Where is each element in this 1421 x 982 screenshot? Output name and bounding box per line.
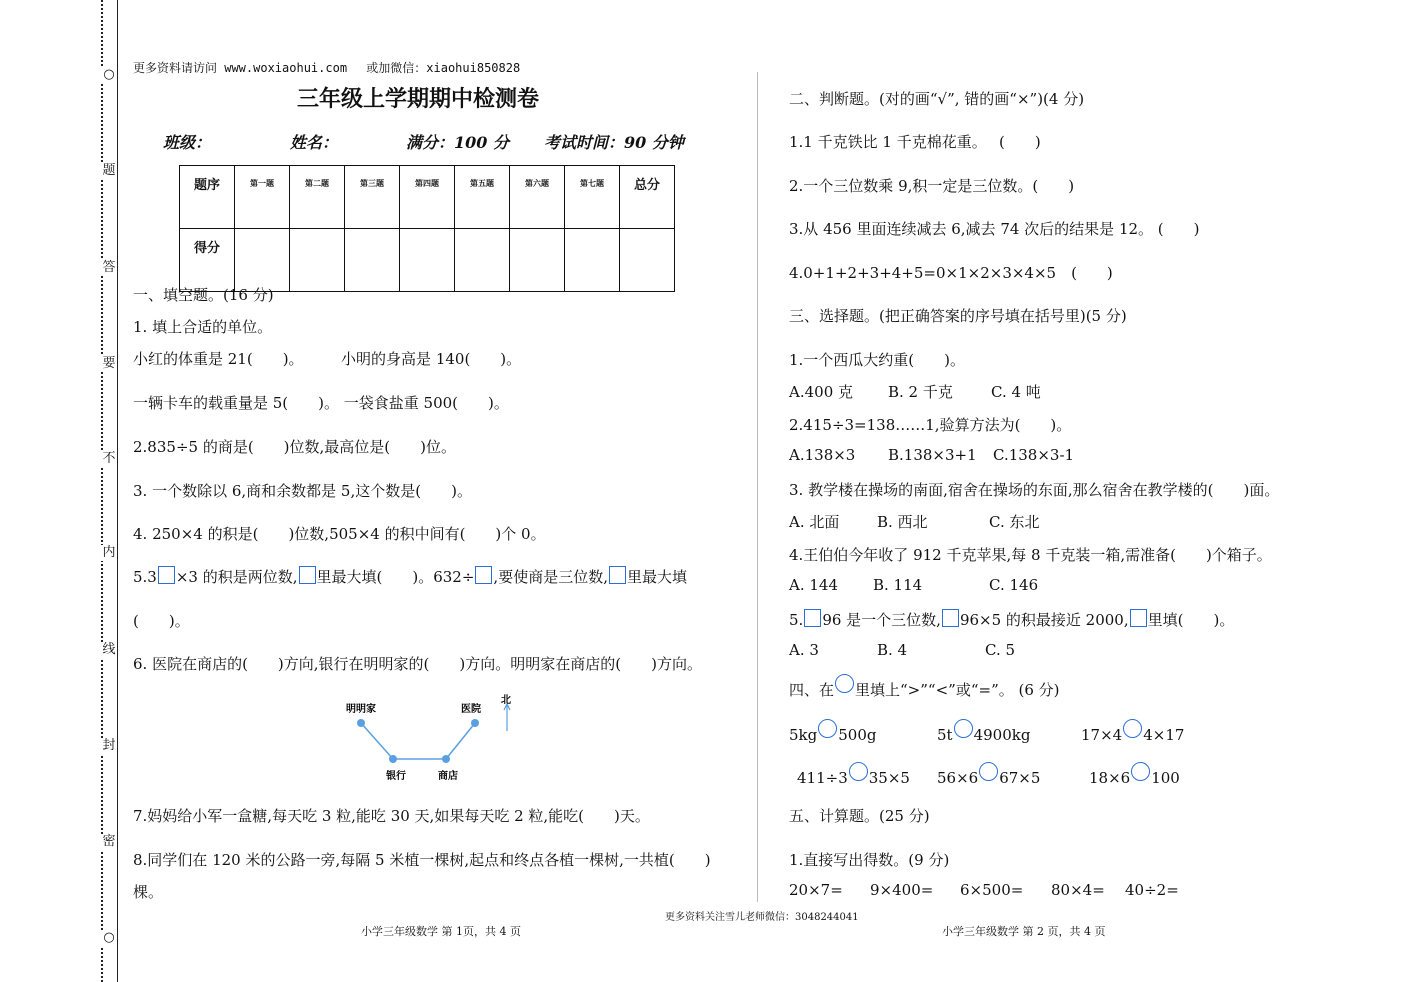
name-label: 姓名： — [290, 133, 339, 152]
score-cell[interactable] — [620, 229, 675, 292]
compare-item — [937, 719, 1030, 744]
choice-1: 1.一个西瓜大约重( )。 — [789, 351, 966, 369]
calc-item: 80×4= — [1051, 881, 1105, 899]
choice-5-option-b: B. 4 — [877, 641, 908, 659]
choice-3-option-a: A. 北面 — [789, 513, 840, 531]
judge-3: 3.从 456 里面连续减去 6,减去 74 次后的结果是 12。 ( ) — [789, 220, 1200, 238]
compare-right: 500g — [838, 726, 877, 744]
map-label-shop: 商店 — [438, 771, 458, 782]
choice-5-part: 96×5 的积最接近 2000, — [959, 611, 1129, 629]
binding-char: 答 — [102, 260, 116, 275]
class-label: 班级： — [163, 133, 212, 152]
choice-3-option-b: B. 西北 — [877, 513, 928, 531]
choice-2-option-c: C.138×3-1 — [993, 446, 1075, 464]
question-8-continued: 棵。 — [133, 883, 164, 901]
choice-1-option-b: B. 2 千克 — [888, 383, 953, 401]
map-node-shop — [442, 755, 450, 763]
map-label-mingming: 明明家 — [346, 704, 376, 715]
table-cell: 第三题 — [345, 166, 400, 229]
page-title: 三年级上学期期中检测卷 — [297, 86, 540, 112]
table-cell: 第一题 — [235, 166, 290, 229]
table-cell: 总分 — [620, 166, 675, 229]
score-cell[interactable] — [400, 229, 455, 292]
map-label-hospital: 医院 — [461, 704, 481, 715]
choice-5-part: 5. — [789, 611, 804, 629]
question-1: 1. 填上合适的单位。 — [133, 318, 273, 336]
judge-1: 1.1 千克铁比 1 千克棉花重。 ( ) — [789, 133, 1041, 151]
score-table-score-row — [180, 229, 675, 292]
choice-3-option-c: C. 东北 — [989, 513, 1040, 531]
section-4-title-part: 里填上“>”“<”或“=”。 (6 分) — [855, 681, 1060, 699]
choice-4-option-b: B. 114 — [873, 576, 923, 594]
section-3-title: 三、选择题。(把正确答案的序号填在括号里)(5 分) — [789, 307, 1127, 325]
blank-box[interactable] — [158, 566, 175, 584]
compare-left: 5t — [937, 726, 953, 744]
blank-circle[interactable] — [1123, 719, 1142, 738]
binding-char: 不 — [102, 451, 116, 466]
binding-char: 线 — [102, 642, 116, 657]
calc-item: 40÷2= — [1125, 881, 1179, 899]
choice-1-option-c: C. 4 吨 — [991, 383, 1041, 401]
compare-left: 18×6 — [1089, 769, 1131, 787]
score-cell[interactable] — [290, 229, 345, 292]
calc-item: 9×400= — [870, 881, 934, 899]
table-cell: 第七题 — [565, 166, 620, 229]
choice-4-option-c: C. 146 — [989, 576, 1039, 594]
question-2: 2.835÷5 的商是( )位数,最高位是( )位。 — [133, 438, 456, 456]
choice-1-option-a: A.400 克 — [789, 383, 853, 401]
section-5-title: 五、计算题。(25 分) — [789, 807, 930, 825]
score-cell[interactable] — [510, 229, 565, 292]
compare-left: 56×6 — [937, 769, 979, 787]
question-4: 4. 250×4 的积是( )位数,505×4 的积中间有( )个 0。 — [133, 525, 546, 543]
binding-char: ○ — [101, 930, 117, 946]
choice-2: 2.415÷3=138……1,验算方法为( )。 — [789, 416, 1072, 434]
choice-2-option-a: A.138×3 — [789, 446, 856, 464]
question-1b: 一辆卡车的载重量是 5( )。 一袋食盐重 500( )。 — [133, 394, 509, 412]
score-cell[interactable] — [235, 229, 290, 292]
question-3: 3. 一个数除以 6,商和余数都是 5,这个数是( )。 — [133, 482, 472, 500]
footer-note: 更多资料关注雪儿老师微信：3048244041 — [665, 912, 859, 923]
blank-circle[interactable] — [1131, 762, 1150, 781]
binding-char: 内 — [102, 545, 116, 560]
header-note: 更多资料请访问 www.woxiaohui.com 或加微信：xiaohui850828 — [133, 61, 521, 75]
full-score-label: 满分：100 分 — [406, 133, 509, 152]
map-path — [361, 723, 393, 759]
question-7: 7.妈妈给小军一盒糖,每天吃 3 粒,能吃 30 天,如果每天吃 2 粒,能吃( )天。 — [133, 807, 650, 825]
score-cell[interactable] — [345, 229, 400, 292]
map-node-mingming — [357, 719, 365, 727]
question-5 — [133, 566, 687, 587]
score-cell[interactable] — [565, 229, 620, 292]
compare-left: 411÷3 — [797, 769, 848, 787]
blank-circle[interactable] — [835, 674, 854, 693]
table-cell: 第六题 — [510, 166, 565, 229]
compare-item — [797, 762, 910, 787]
question-6: 6. 医院在商店的( )方向,银行在明明家的( )方向。明明家在商店的( )方向。 — [133, 655, 702, 673]
page-divider — [757, 72, 758, 902]
choice-5-part: 里填( )。 — [1147, 611, 1235, 629]
blank-box[interactable] — [942, 609, 959, 627]
question-5-part: 里最大填 — [626, 568, 687, 586]
footer-page-1: 小学三年级数学 第 1页，共 4 页 — [361, 925, 521, 938]
compare-right: 100 — [1151, 769, 1180, 787]
question-5-continued: ( )。 — [133, 612, 190, 630]
compare-right: 35×5 — [868, 769, 910, 787]
compare-left: 5kg — [789, 726, 818, 744]
blank-box[interactable] — [1130, 609, 1147, 627]
calc-item: 6×500= — [960, 881, 1024, 899]
compare-item — [1081, 719, 1184, 744]
map-node-hospital — [471, 719, 479, 727]
compare-item — [789, 719, 876, 744]
binding-solid-line — [117, 0, 118, 982]
score-table — [179, 165, 675, 292]
blank-box[interactable] — [804, 609, 821, 627]
compare-left: 17×4 — [1081, 726, 1123, 744]
footer-page-2: 小学三年级数学 第 2 页，共 4 页 — [942, 925, 1106, 938]
choice-3: 3. 教学楼在操场的南面,宿舍在操场的东面,那么宿舍在教学楼的( )面。 — [789, 481, 1280, 499]
score-table-header-row — [180, 166, 675, 229]
question-5-part: 5.3 — [133, 568, 157, 586]
compare-item — [1089, 762, 1180, 787]
question-5-part: 里最大填( )。632÷ — [316, 568, 475, 586]
choice-2-option-b: B.138×3+1 — [888, 446, 977, 464]
binding-char: 要 — [102, 356, 116, 371]
question-5-part: ×3 的积是两位数, — [175, 568, 298, 586]
table-cell: 第四题 — [400, 166, 455, 229]
binding-char: ○ — [101, 67, 117, 83]
blank-circle[interactable] — [818, 719, 837, 738]
choice-5-option-a: A. 3 — [789, 641, 819, 659]
table-cell: 得分 — [180, 229, 235, 292]
direction-map — [330, 690, 530, 785]
map-node-bank — [389, 755, 397, 763]
section-4-title — [789, 674, 1060, 700]
section-1-title: 一、填空题。(16 分) — [133, 286, 274, 304]
compare-right: 67×5 — [999, 769, 1041, 787]
blank-circle[interactable] — [849, 762, 868, 781]
blank-circle[interactable] — [954, 719, 973, 738]
question-1a: 小红的体重是 21( )。 小明的身高是 140( )。 — [133, 350, 522, 368]
table-cell: 第五题 — [455, 166, 510, 229]
map-label-bank: 银行 — [386, 771, 406, 782]
calc-title: 1.直接写出得数。(9 分) — [789, 851, 950, 869]
question-8: 8.同学们在 120 米的公路一旁,每隔 5 米植一棵树,起点和终点各植一棵树,一共植( ) — [133, 851, 711, 869]
choice-4-option-a: A. 144 — [789, 576, 838, 594]
binding-char: 题 — [102, 163, 116, 178]
blank-box[interactable] — [475, 566, 492, 584]
table-cell: 题序 — [180, 166, 235, 229]
judge-2: 2.一个三位数乘 9,积一定是三位数。( ) — [789, 177, 1075, 195]
map-path — [446, 723, 475, 759]
binding-char: 封 — [102, 738, 116, 753]
section-4-title-part: 四、在 — [789, 681, 835, 699]
blank-circle[interactable] — [979, 762, 998, 781]
question-5-part: ,要使商是三位数, — [493, 568, 608, 586]
compare-right: 4900kg — [973, 726, 1031, 744]
calc-item: 20×7= — [789, 881, 843, 899]
score-cell[interactable] — [455, 229, 510, 292]
exam-time-label: 考试时间：90 分钟 — [544, 133, 684, 152]
binding-char: 密 — [102, 834, 116, 849]
compare-item — [937, 762, 1040, 787]
blank-box[interactable] — [609, 566, 626, 584]
blank-box[interactable] — [299, 566, 316, 584]
compare-right: 4×17 — [1143, 726, 1185, 744]
map-label-north: 北 — [501, 695, 511, 706]
table-cell: 第二题 — [290, 166, 345, 229]
choice-4: 4.王伯伯今年收了 912 千克苹果,每 8 千克装一箱,需准备( )个箱子。 — [789, 546, 1272, 564]
judge-4: 4.0+1+2+3+4+5=0×1×2×3×4×5 ( ) — [789, 264, 1113, 282]
choice-5-part: 96 是一个三位数, — [822, 611, 941, 629]
section-2-title: 二、判断题。(对的画“√”, 错的画“×”)(4 分) — [789, 90, 1085, 108]
choice-5-option-c: C. 5 — [985, 641, 1016, 659]
choice-5 — [789, 609, 1234, 630]
